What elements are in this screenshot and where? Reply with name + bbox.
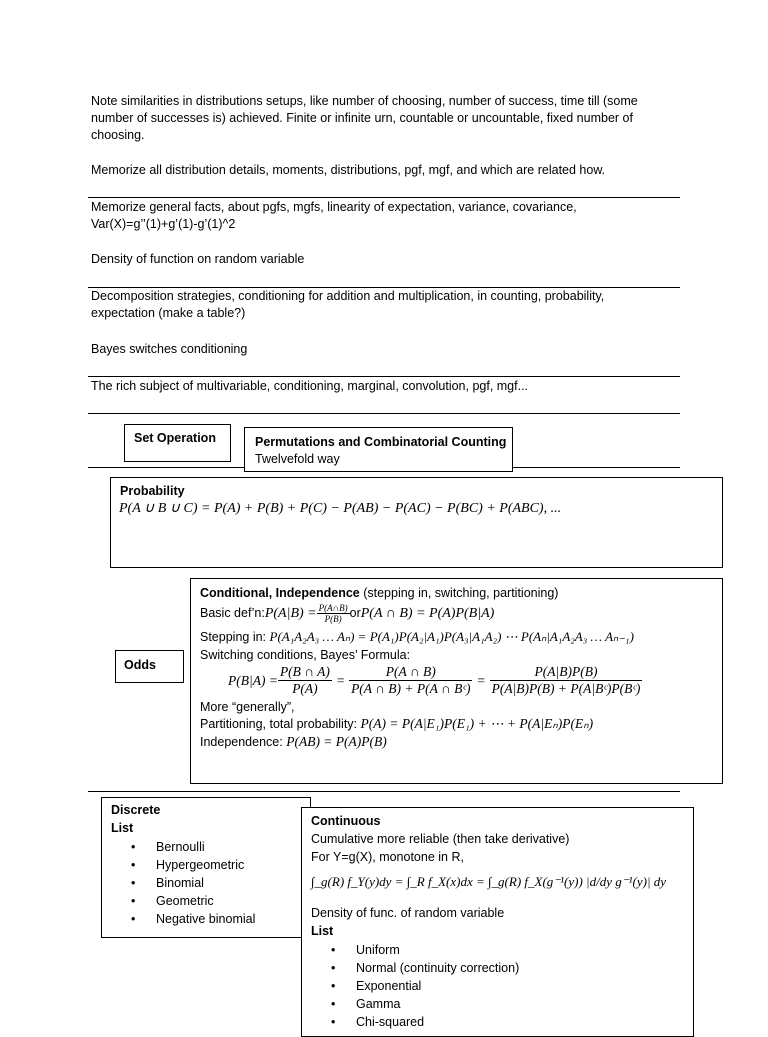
bayes-fraction-2 — [349, 664, 472, 697]
bayes-fraction-1-denominator: P(A) — [292, 681, 318, 696]
conditional-heading — [200, 585, 558, 602]
permutations-title: Permutations and Combinatorial Counting — [255, 435, 507, 449]
bayes-fraction-1-numerator: P(B ∩ A) — [279, 664, 330, 679]
basic-definition-or: or — [349, 606, 361, 620]
partitioning-label: Partitioning, total probability: — [200, 717, 361, 731]
continuous-line-cumulative: Cumulative more reliable (then take derivative) — [311, 832, 570, 846]
divider — [88, 413, 680, 414]
basic-definition-denominator: P(B) — [324, 614, 342, 624]
probability-title: Probability — [120, 484, 185, 498]
list-item: • Binomial — [111, 874, 306, 892]
odds-title: Odds — [124, 658, 156, 672]
conditional-title-note: (stepping in, switching, partitioning) — [359, 586, 559, 600]
divider — [88, 376, 680, 377]
switching-label: Switching conditions, Bayes’ Formula: — [200, 648, 411, 662]
note-decomposition: Decomposition strategies, conditioning for addition and multiplication, in counting, probability, expectation (make a table?) — [91, 289, 605, 320]
list-item: • Chi-squared — [311, 1013, 681, 1031]
basic-definition-label: Basic def’n: — [200, 606, 265, 620]
probability-box — [110, 477, 723, 568]
bayes-fraction-3-denominator: P(A|B)P(B) + P(A|Bᶜ)P(Bᶜ) — [491, 681, 641, 696]
divider — [88, 197, 680, 198]
discrete-list — [111, 838, 306, 928]
note-distribution-setups: Note similarities in distributions setups, like number of choosing, number of success, time till (some number of successes is) achieved. Finite or infinite urn, countable or uncountable, fixed number of choosing. — [91, 94, 638, 142]
list-item: • Exponential — [311, 977, 681, 995]
permutations-box — [244, 427, 513, 472]
bayes-fraction-3-numerator: P(A|B)P(B) — [490, 664, 643, 681]
stepping-in-formula: P(A₁A₂A₃ … Aₙ) = P(A₁)P(A₂|A₁)P(A₃|A₁A₂) ⋯ P(Aₙ|A₁A₂A₃ … Aₙ₋₁) — [269, 629, 634, 644]
conditional-title: Conditional, Independence — [200, 586, 360, 600]
note-bayes: Bayes switches conditioning — [91, 342, 248, 356]
independence-label: Independence: — [200, 735, 287, 749]
set-operation-title: Set Operation — [134, 431, 216, 445]
change-of-variable-integral: ∫_g(R) f_Y(y)dy = ∫_R f_X(x)dx = ∫_g(R) f_X(g⁻¹(y)) |d/dy g⁻¹(y)| dy — [311, 874, 667, 889]
bayes-fraction-2-denominator: P(A ∩ B) + P(A ∩ Bᶜ) — [351, 681, 471, 696]
continuous-box — [301, 807, 694, 1037]
note-variance-formula: Var(X)=g’’(1)+g’(1)-g’(1)^2 — [91, 217, 236, 231]
continuous-list-label: List — [311, 924, 334, 938]
partitioning — [200, 716, 593, 733]
list-item: • Bernoulli — [111, 838, 306, 856]
basic-definition-rhs: P(A ∩ B) = P(A)P(B|A) — [360, 605, 495, 621]
independence-formula: P(AB) = P(A)P(B) — [286, 734, 387, 749]
list-item: • Hypergeometric — [111, 856, 306, 874]
independence — [200, 734, 387, 751]
basic-definition — [200, 603, 494, 624]
continuous-title: Continuous — [311, 814, 381, 828]
divider — [88, 791, 680, 792]
partitioning-formula: P(A) = P(A|E₁)P(E₁) + ⋯ + P(A|Eₙ)P(Eₙ) — [360, 716, 594, 731]
stepping-in — [200, 629, 634, 646]
list-item: • Negative binomial — [111, 910, 306, 928]
stepping-in-label: Stepping in: — [200, 630, 270, 644]
list-item: • Normal (continuity correction) — [311, 959, 681, 977]
list-item: • Geometric — [111, 892, 306, 910]
set-operation-box — [124, 424, 231, 462]
discrete-list-label: List — [111, 821, 134, 835]
continuous-list — [311, 941, 681, 1031]
note-general-facts: Memorize general facts, about pgfs, mgfs, linearity of expectation, variance, covariance, — [91, 200, 577, 214]
list-item: • Gamma — [311, 995, 681, 1013]
note-multivariable: The rich subject of multivariable, conditioning, marginal, convolution, pgf, mgf... — [91, 379, 529, 393]
discrete-title: Discrete — [111, 803, 161, 817]
note-memorize-distributions: Memorize all distribution details, moments, distributions, pgf, mgf, and which are related how. — [91, 163, 606, 177]
permutations-subtitle: Twelvefold way — [255, 452, 340, 466]
basic-definition-lhs: P(A|B) = — [264, 605, 317, 621]
continuous-line-transform: For Y=g(X), monotone in R, — [311, 850, 464, 864]
bayes-fraction-2-numerator: P(A ∩ B) — [349, 664, 472, 681]
odds-box — [115, 650, 184, 683]
inclusion-exclusion-formula: P(A ∪ B ∪ C) = P(A) + P(B) + P(C) − P(AB) − P(AC) − P(BC) + P(ABC), ... — [119, 501, 562, 516]
bayes-fraction-3 — [490, 664, 643, 697]
bayes-fraction-1 — [278, 664, 332, 697]
list-item: • Uniform — [311, 941, 681, 959]
conditional-box — [190, 578, 723, 784]
basic-definition-fraction — [317, 603, 350, 624]
continuous-line-density: Density of func. of random variable — [311, 906, 505, 920]
bayes-formula: P(B|A) = $\frac{P(B \cap A)}{P(A)}$ = $\frac{P(A \cap B)}{\text{P(A ∩ B) + P(A ∩ Bᶜ)}}$ = $\frac{P(A|B)P(B)}{\text{P(A|B)P(B) + P(A|Bᶜ)P(Bᶜ)}}$ — [228, 664, 641, 696]
more-generally: More “generally”, — [200, 700, 295, 714]
note-density: Density of function on random variable — [91, 252, 305, 266]
basic-definition-numerator: P(A∩B) — [318, 603, 348, 613]
bayes-lhs: P(B|A) = — [228, 672, 278, 688]
discrete-box — [101, 797, 311, 938]
